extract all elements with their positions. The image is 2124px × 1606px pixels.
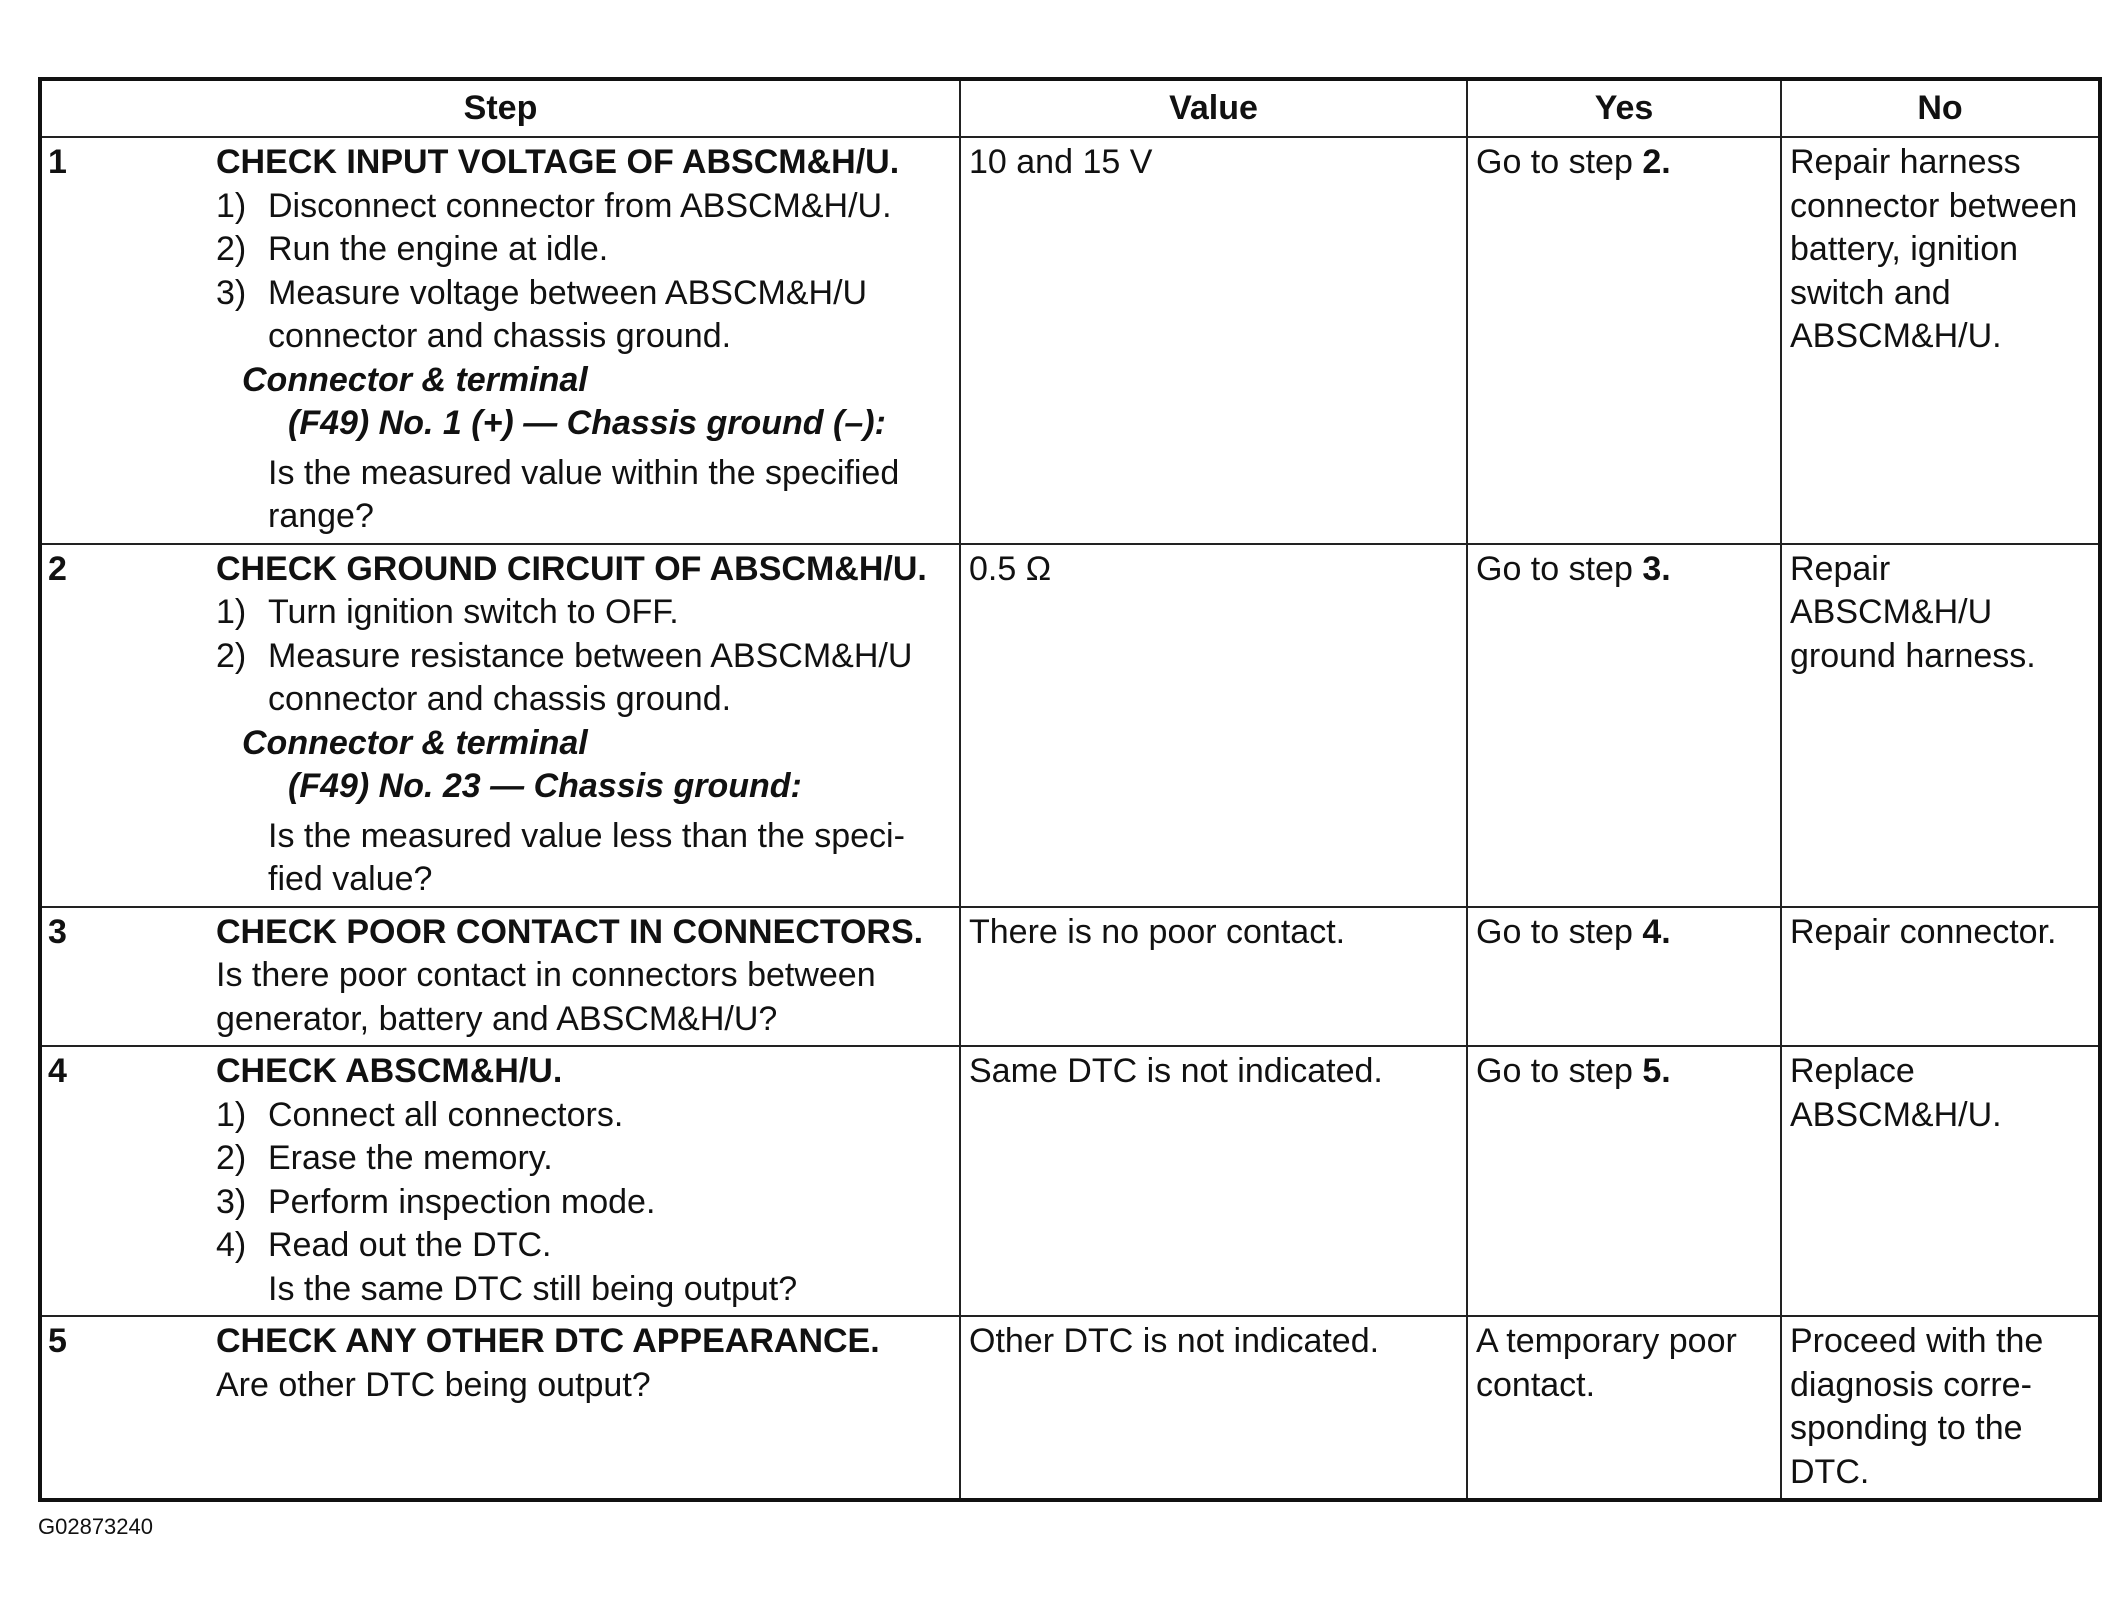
step-question: Is the measured value within the specified range?	[268, 453, 900, 535]
header-no: No	[1781, 79, 2100, 137]
step-question: Is there poor contact in connectors between generator, battery and ABSCM&H/U?	[216, 956, 876, 1038]
step-number: 1	[48, 143, 67, 181]
step-cell	[40, 1316, 960, 1500]
no-cell: Repair ABSCM&H/U ground harness.	[1781, 544, 2100, 907]
instruction-item	[216, 591, 951, 635]
yes-prefix: Go to step	[1476, 1052, 1643, 1090]
value-cell: There is no poor contact.	[960, 907, 1467, 1047]
yes-prefix: Go to step	[1476, 549, 1643, 588]
yes-cell: A temporary poor contact.	[1467, 1316, 1781, 1500]
no-cell: Repair connector.	[1781, 907, 2100, 1047]
instruction-text: Perform inspection mode.	[268, 1182, 656, 1221]
instruction-item	[216, 1137, 951, 1181]
step-cell	[40, 544, 960, 907]
instruction-text: Turn ignition switch to OFF.	[268, 593, 679, 631]
diagnostic-table	[38, 77, 2102, 1502]
yes-step-ref: 5.	[1642, 1052, 1671, 1090]
step-question: Is the same DTC still being output?	[268, 1269, 798, 1308]
step-title: CHECK POOR CONTACT IN CONNECTORS.	[216, 912, 924, 951]
instruction-text: Measure voltage between ABSCM&H/U connector and chassis ground.	[268, 273, 868, 355]
table-row	[40, 1316, 2100, 1500]
yes-prefix: Go to step	[1476, 143, 1643, 181]
instruction-text: Erase the memory.	[268, 1139, 553, 1177]
table-row	[40, 544, 2100, 907]
yes-cell	[1467, 1046, 1781, 1316]
instruction-number: 2)	[216, 636, 247, 675]
step-title: CHECK GROUND CIRCUIT OF ABSCM&H/U.	[216, 549, 927, 588]
no-cell: Proceed with the diagnosis corre-sponding to the DTC.	[1781, 1316, 2100, 1500]
instruction-text: Connect all connectors.	[268, 1095, 624, 1134]
instruction-number: 4)	[216, 1226, 247, 1264]
yes-cell	[1467, 544, 1781, 907]
instruction-text: Disconnect connector from ABSCM&H/U.	[268, 186, 892, 225]
instruction-number: 2)	[216, 230, 247, 268]
step-title: CHECK ABSCM&H/U.	[216, 1052, 563, 1090]
yes-prefix: Go to step	[1476, 912, 1643, 951]
instruction-text: Run the engine at idle.	[268, 230, 609, 268]
step-number: 4	[48, 1052, 67, 1090]
step-number: 5	[48, 1322, 67, 1360]
connector-label: Connector & terminal	[242, 723, 588, 762]
figure-code: G02873240	[38, 1514, 153, 1539]
step-cell	[40, 907, 960, 1047]
instruction-item	[216, 1094, 951, 1138]
instruction-number: 2)	[216, 1139, 247, 1177]
terminal-spec: (F49) No. 23 — Chassis ground:	[288, 767, 802, 805]
yes-cell	[1467, 137, 1781, 544]
instruction-item	[216, 185, 951, 229]
instruction-item	[216, 272, 951, 359]
connector-label: Connector & terminal	[242, 360, 588, 399]
instruction-item	[216, 635, 951, 722]
step-question: Are other DTC being output?	[216, 1365, 651, 1404]
step-title: CHECK INPUT VOLTAGE OF ABSCM&H/U.	[216, 143, 900, 181]
instruction-item	[216, 1224, 951, 1268]
step-question: Is the measured value less than the speci-fied value?	[268, 816, 905, 898]
value-cell: Same DTC is not indicated.	[960, 1046, 1467, 1316]
terminal-spec: (F49) No. 1 (+) — Chassis ground (–):	[288, 404, 886, 442]
table-row	[40, 907, 2100, 1047]
yes-step-ref: 2.	[1642, 143, 1671, 181]
step-cell	[40, 137, 960, 544]
value-cell: 10 and 15 V	[960, 137, 1467, 544]
instruction-number: 3)	[216, 1182, 247, 1221]
yes-step-ref: 3.	[1642, 549, 1671, 588]
instruction-text: Read out the DTC.	[268, 1226, 552, 1264]
instruction-text: Measure resistance between ABSCM&H/U connector and chassis ground.	[268, 636, 913, 718]
header-yes: Yes	[1467, 79, 1781, 137]
table-row	[40, 1046, 2100, 1316]
value-cell: Other DTC is not indicated.	[960, 1316, 1467, 1500]
header-row	[40, 79, 2100, 137]
step-number: 2	[48, 549, 67, 588]
yes-cell	[1467, 907, 1781, 1047]
step-number: 3	[48, 912, 67, 951]
no-cell: Replace ABSCM&H/U.	[1781, 1046, 2100, 1316]
instruction-item	[216, 1181, 951, 1225]
table-row	[40, 137, 2100, 544]
instruction-number: 1)	[216, 186, 247, 225]
value-cell: 0.5 Ω	[960, 544, 1467, 907]
step-cell	[40, 1046, 960, 1316]
yes-step-ref: 4.	[1642, 912, 1671, 951]
header-value: Value	[960, 79, 1467, 137]
instruction-item	[216, 228, 951, 272]
no-cell: Repair harness connector between battery, ignition switch and ABSCM&H/U.	[1781, 137, 2100, 544]
instruction-number: 1)	[216, 1095, 247, 1134]
instruction-number: 3)	[216, 273, 247, 312]
instruction-number: 1)	[216, 593, 247, 631]
step-title: CHECK ANY OTHER DTC APPEARANCE.	[216, 1322, 880, 1360]
header-step: Step	[40, 79, 960, 137]
